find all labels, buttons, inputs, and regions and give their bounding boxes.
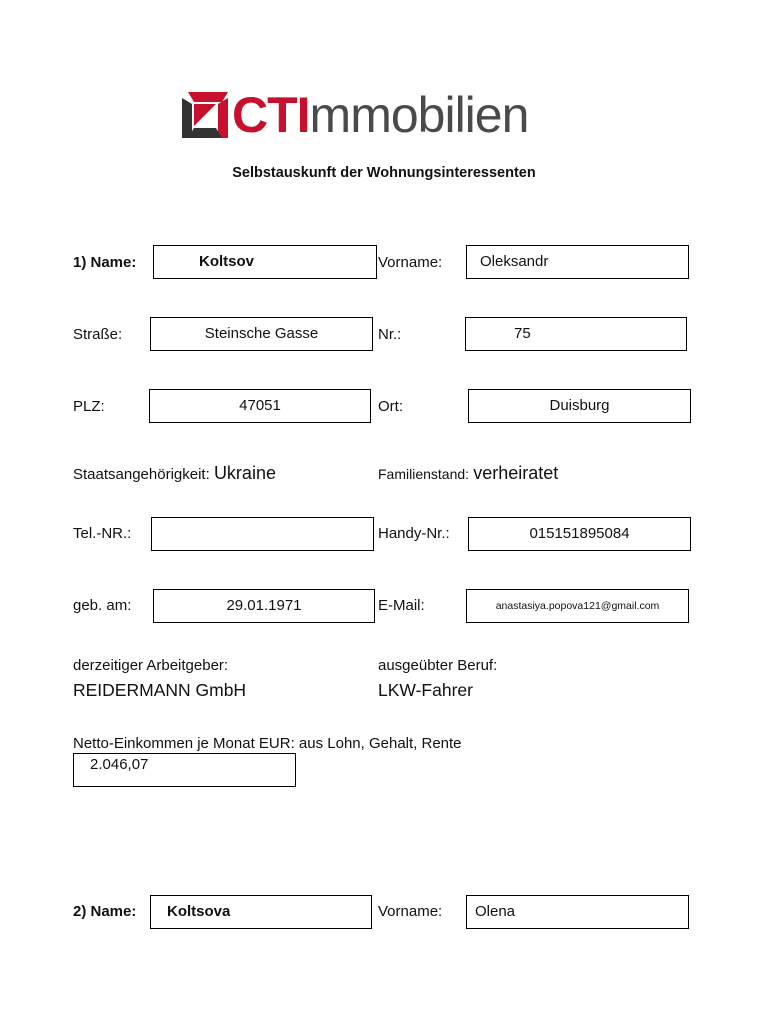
vorname-label: Vorname: (378, 254, 443, 271)
staat-row (73, 464, 276, 484)
beruf-label: ausgeübter Beruf: (378, 657, 498, 674)
company-logo (180, 86, 600, 144)
plz-label: PLZ: (73, 398, 105, 415)
tel-field[interactable] (151, 517, 374, 551)
logo-brand-highlight: CTI (232, 87, 310, 143)
arbeitgeber-label: derzeitiger Arbeitgeber: (73, 657, 229, 674)
beruf-value: LKW-Fahrer (378, 680, 473, 700)
name2-field[interactable]: Koltsova (150, 895, 372, 929)
geb-label: geb. am: (73, 597, 132, 614)
form-title: Selbstauskunft der Wohnungsinteressenten (232, 165, 536, 181)
email-label: E-Mail: (378, 597, 425, 614)
handy-label: Handy-Nr.: (378, 525, 450, 542)
familien-label: Familienstand: (378, 466, 470, 482)
familien-row (378, 464, 558, 484)
tel-label: Tel.-NR.: (73, 525, 132, 542)
vorname-field[interactable]: Oleksandr (466, 245, 689, 279)
plz-field[interactable]: 47051 (149, 389, 371, 423)
logo-mark-icon (180, 90, 230, 140)
email-field[interactable]: anastasiya.popova121@gmail.com (466, 589, 689, 623)
ort-field[interactable]: Duisburg (468, 389, 691, 423)
vorname2-field[interactable]: Olena (466, 895, 689, 929)
logo-brand-rest: mmobilien (309, 87, 529, 143)
vorname2-label: Vorname: (378, 903, 443, 920)
strasse-label: Straße: (73, 326, 123, 343)
logo-wordmark (232, 86, 528, 144)
netto-field[interactable]: 2.046,07 (73, 753, 296, 787)
handy-field[interactable]: 015151895084 (468, 517, 691, 551)
netto-label: Netto-Einkommen je Monat EUR: aus Lohn, Gehalt, Rente (73, 735, 462, 752)
ort-label: Ort: (378, 398, 403, 415)
name2-label: 2) Name: (73, 903, 137, 920)
nr-field[interactable]: 75 (465, 317, 687, 351)
staat-value: Ukraine (213, 463, 276, 483)
name-field[interactable]: Koltsov (153, 245, 377, 279)
familien-value: verheiratet (473, 463, 559, 483)
geb-field[interactable]: 29.01.1971 (153, 589, 375, 623)
staat-label: Staatsangehörigkeit: (73, 466, 210, 483)
strasse-field[interactable]: Steinsche Gasse (150, 317, 373, 351)
nr-label: Nr.: (378, 326, 402, 343)
arbeitgeber-value: REIDERMANN GmbH (73, 680, 247, 700)
name-label: 1) Name: (73, 254, 137, 271)
